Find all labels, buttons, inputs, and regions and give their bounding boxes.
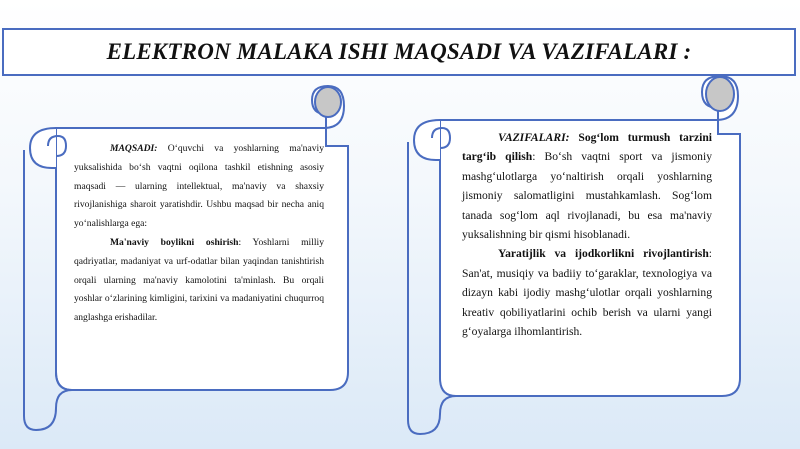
tasks-paragraph (462, 128, 712, 244)
right-top-curl (706, 77, 734, 111)
spiritual-text: : Yoshlarni milliy qadriyatlar, madaniyat va urf-odatlar bilan yaqindan tanishtirish orqali ularning ma'naviy kamolotini ta'minlash. Bu orqali yoshlar o‘zlarining kimligini, tarixini va madaniyatini chuqurroq anglashga erishadilar. (74, 236, 325, 324)
creativity-text: : San'at, musiqiy va badiiy to‘garaklar, texnologiya va dizayn kabi ijodiy mashg‘ulotlar orqali yoshlarning kreativ qobiliyatlarini ochib berish va ularni yangi g‘oyalarga ilhomlantirish. (462, 247, 712, 339)
creativity-label: Yaratijlik va ijodkorlikni rivojlantirish (498, 247, 709, 261)
right-scroll-content (462, 128, 712, 341)
spiritual-paragraph (74, 234, 324, 328)
goal-label: MAQSADI: (110, 143, 158, 154)
goal-text: O‘quvchi va yoshlarning ma'naviy yuksalishida bo‘sh vaqtni oqilona tashkil etishning asosiy maqsadi — ularning intellektual, ma'naviy va shaxsiy rivojlanishiga sharoit yaratishdir. Ushbu maqsad bir necha aniq yo‘nalishlarga ega: (74, 143, 324, 230)
healthy-lifestyle-label: Sog‘lom turmush tarzini targ‘ib qilish (462, 131, 712, 164)
left-top-curl (315, 87, 341, 117)
left-scroll-content (74, 140, 324, 328)
spiritual-label: Ma'naviy boylikni oshirish (110, 236, 239, 248)
goal-paragraph (74, 140, 324, 234)
creativity-paragraph (462, 244, 712, 341)
tasks-label: VAZIFALARI: (498, 131, 570, 144)
healthy-lifestyle-text: : Bo‘sh vaqtni sport va jismoniy mashg‘ulotlarga yo‘naltirish orqali yoshlarning jismoniy salomatligini mustahkamlash. Sog‘lom tanada sog‘lom aql rivojlanadi, bu esa ma'naviy yuksalishning bir qismi hisoblanadi. (462, 150, 712, 242)
page-title: ELEKTRON MALAKA ISHI MAQSADI VA VAZIFALARI : (106, 39, 692, 64)
